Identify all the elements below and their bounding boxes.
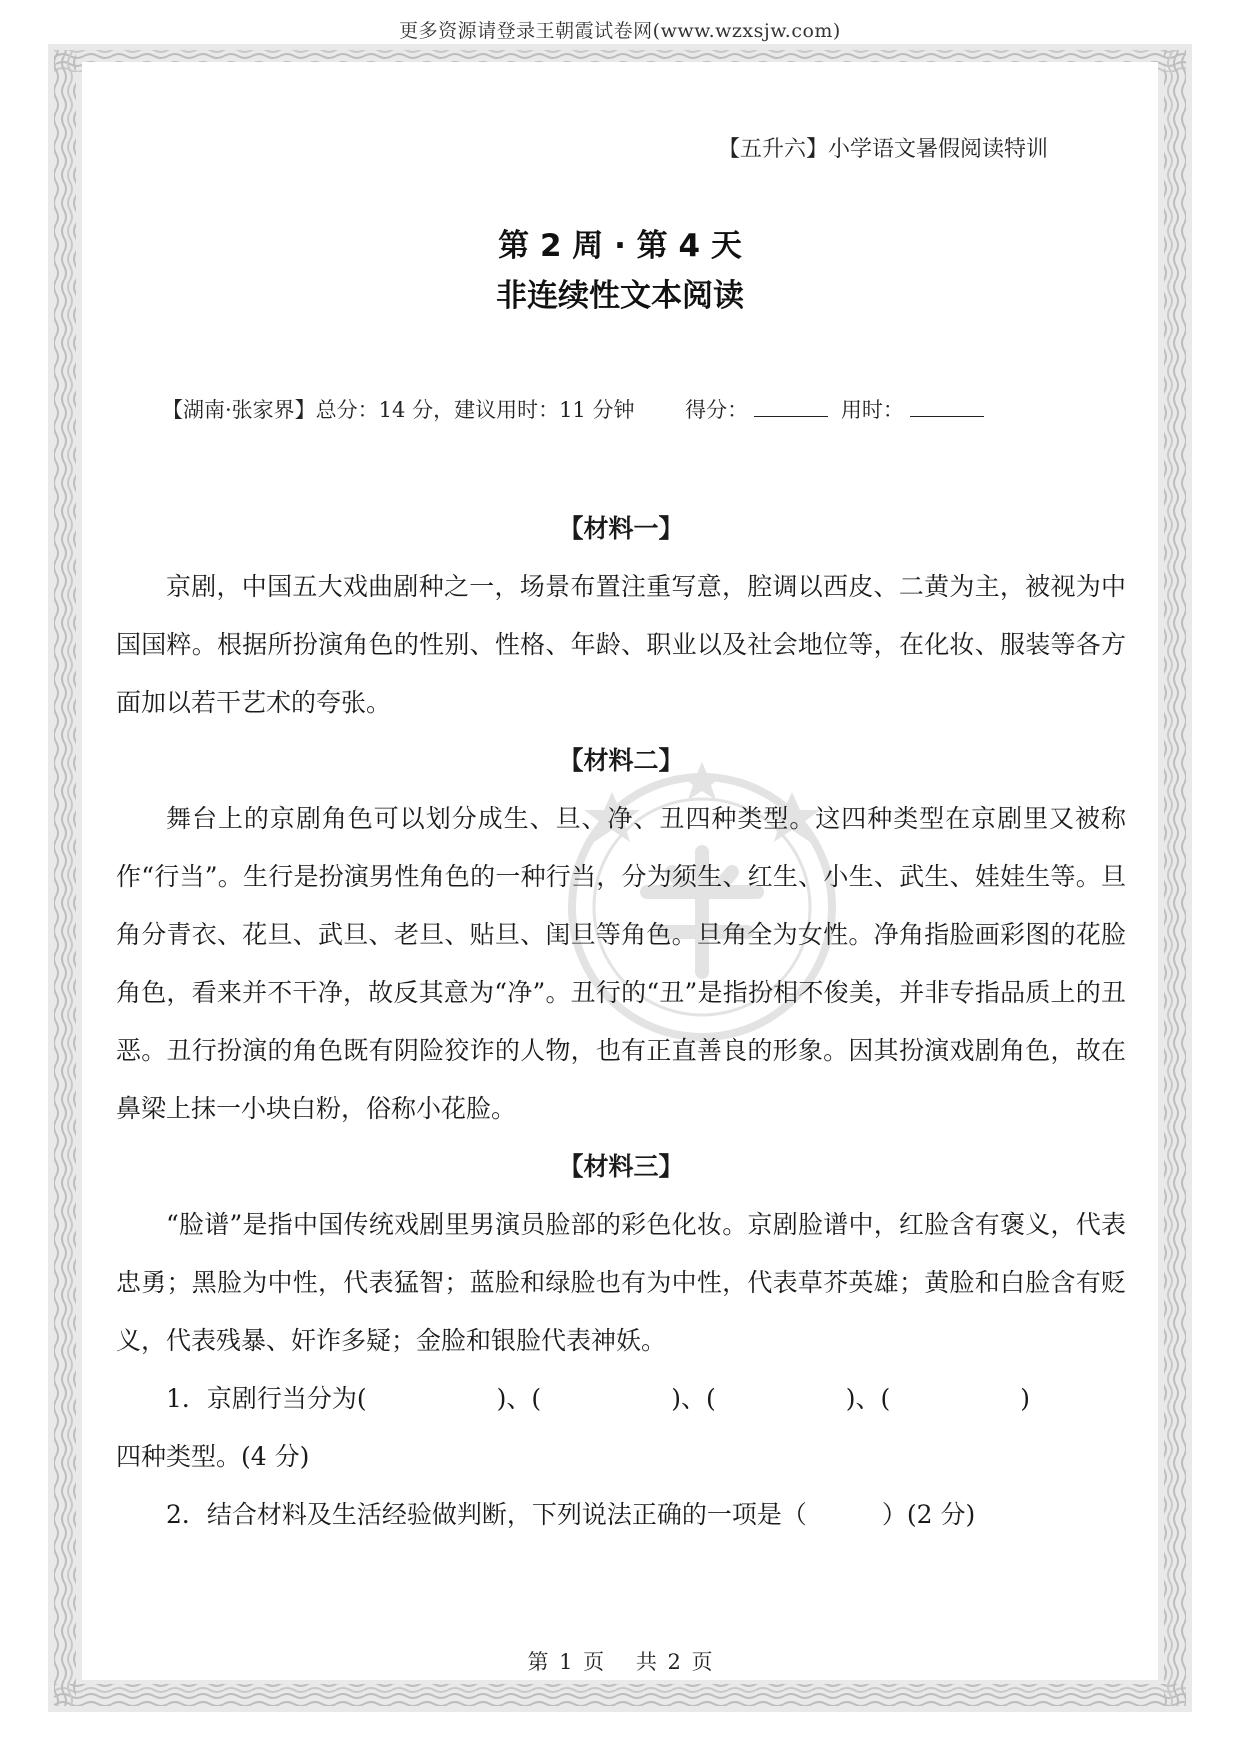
material-heading: 【材料二】 <box>558 746 684 775</box>
material-paragraph: “脸谱”是指中国传统戏剧里男演员脸部的彩色化妆。京剧脸谱中，红脸含有褒义，代表忠勇；黑脸为中性，代表猛智；蓝脸和绿脸也有为中性，代表草芥英雄；黄脸和白脸含有贬义，代表残暴、奸诈多疑；金脸和银脸代表神妖。 <box>116 1210 1126 1355</box>
material-paragraph: 京剧，中国五大戏曲剧种之一，场景布置注重写意，腔调以西皮、二黄为主，被视为中国国粹。根据所扮演角色的性别、性格、年龄、职业以及社会地位等，在化妆、服装等各方面加以若干艺术的夸张。 <box>116 572 1126 717</box>
question-2: 2．结合材料及生活经验做判断，下列说法正确的一项是（ ）(2 分) <box>166 1500 976 1529</box>
score-blank[interactable] <box>754 398 828 417</box>
question-1 <box>116 1370 1126 1428</box>
page-subtitle: 非连续性文本阅读 <box>496 278 744 314</box>
site-banner: 更多资源请登录王朝霞试卷网(www.wzxsjw.com) <box>399 20 841 42</box>
material-heading: 【材料三】 <box>558 1152 684 1181</box>
score-label: 得分： <box>685 398 749 422</box>
question-1-separator: )、( <box>496 1384 542 1413</box>
question-1-lead: 1．京剧行当分为( <box>166 1384 367 1413</box>
question-1-separator: )、( <box>671 1384 716 1413</box>
series-label: 【五升六】小学语文暑假阅读特训 <box>717 137 1048 162</box>
question-1-separator: )、( <box>845 1384 891 1413</box>
worksheet-page <box>82 62 1158 1680</box>
exam-info: 【湖南·张家界】总分：14 分，建议用时：11 分钟 <box>162 398 635 422</box>
exam-meta <box>162 394 1082 424</box>
material-paragraph: 舞台上的京剧角色可以划分成生、旦、净、丑四种类型。这四种类型在京剧里又被称作“行当”。生行是扮演男性角色的一种行当，分为须生、红生、小生、武生、娃娃生等。旦角分青衣、花旦、武旦、老旦、贴旦、闺旦等角色。旦角全为女性。净角指脸画彩图的花脸角色，看来并不干净，故反其意为“净”。丑行的“丑”是指扮相不俊美，并非专指品质上的丑恶。丑行扮演的角色既有阴险狡诈的人物，也有正直善良的形象。因其扮演戏剧角色，故在鼻梁上抹一小块白粉，俗称小花脸。 <box>116 804 1126 1123</box>
reading-content <box>116 500 1126 1544</box>
time-blank[interactable] <box>910 398 984 417</box>
question-1-tail: 四种类型。(4 分) <box>116 1442 310 1471</box>
time-label: 用时： <box>840 398 904 422</box>
page-title: 第 2 周 · 第 4 天 <box>498 228 742 264</box>
page-footer: 第 1 页 共 2 页 <box>527 1650 713 1674</box>
material-heading: 【材料一】 <box>558 514 684 543</box>
question-1-end: ) <box>1020 1384 1030 1413</box>
